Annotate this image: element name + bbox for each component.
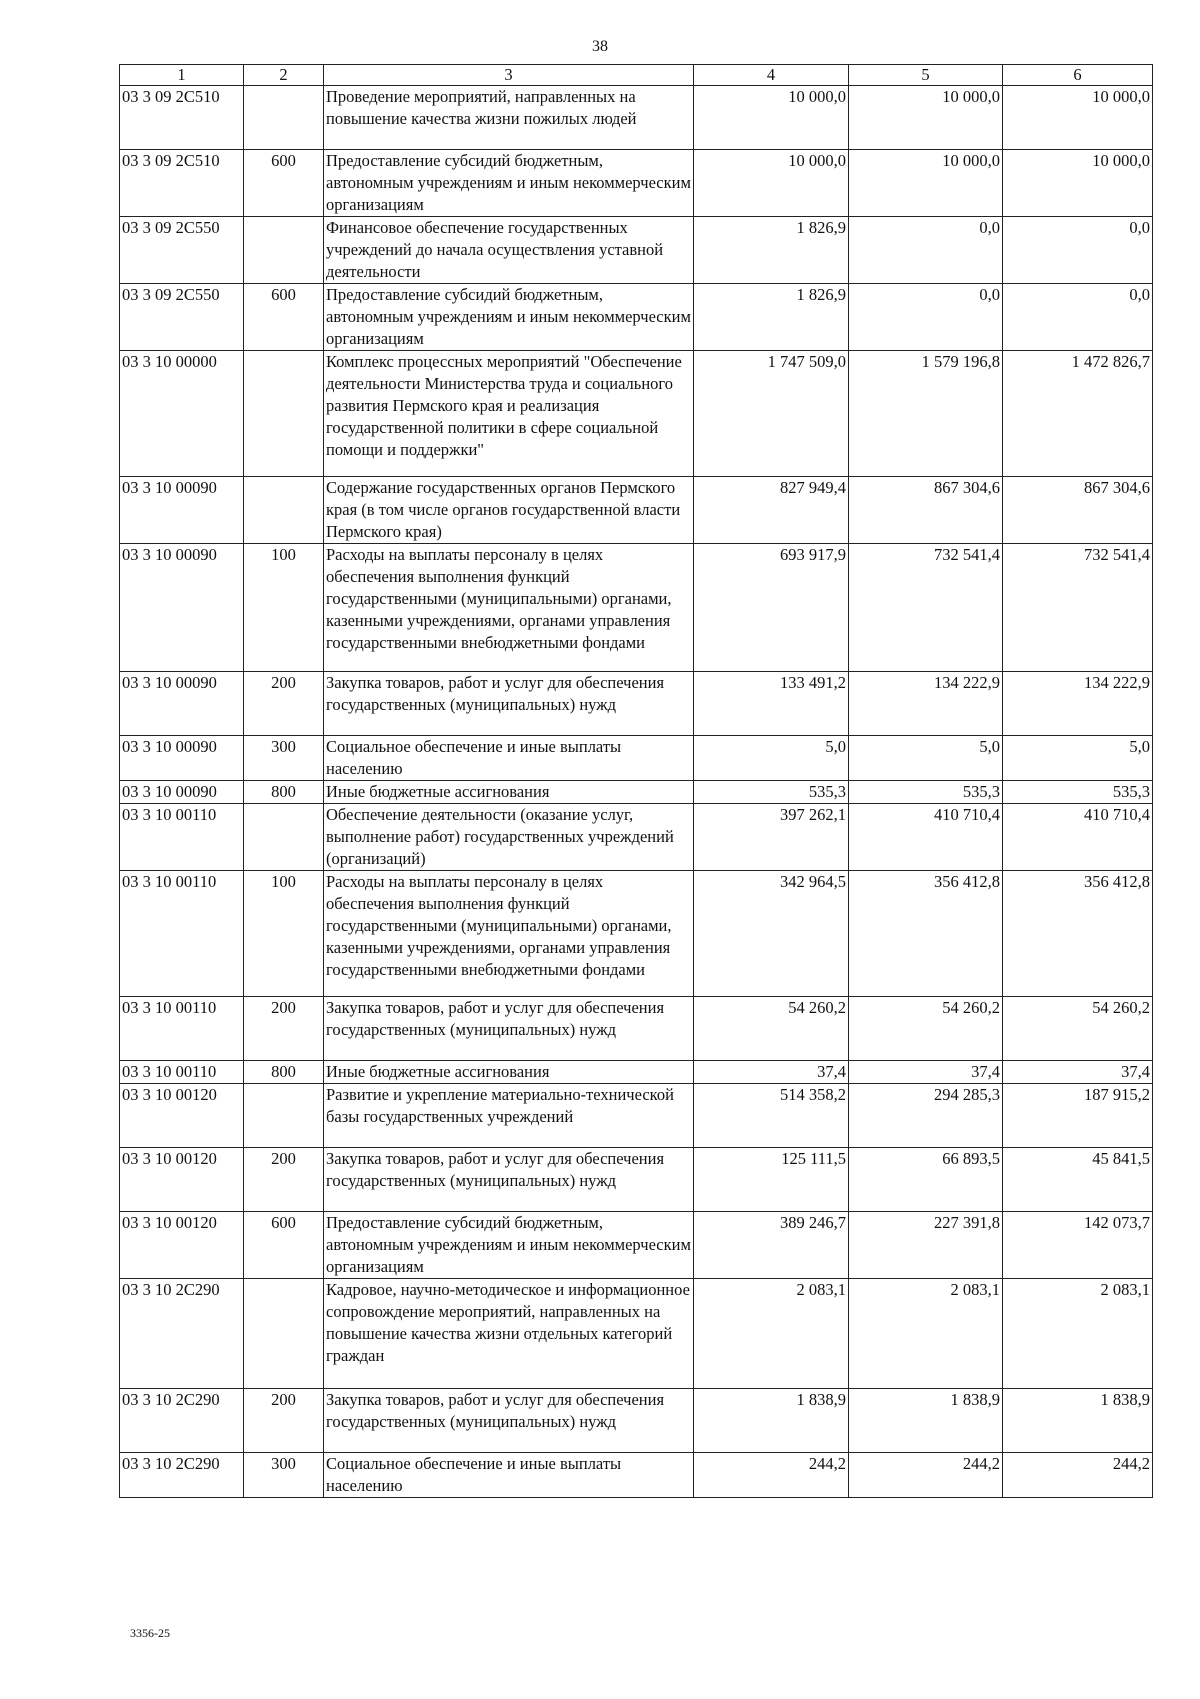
row-code-cell: 03 3 10 00090 <box>120 477 244 544</box>
row-code-cell: 03 3 10 00120 <box>120 1084 244 1148</box>
table-row <box>120 284 1153 351</box>
row-value-col4: 693 917,9 <box>694 544 849 672</box>
row-name-cell: Кадровое, научно-методическое и информационное сопровождение мероприятий, направленных на повышение качества жизни отдельных категорий граждан <box>324 1279 694 1389</box>
row-value-col6: 356 412,8 <box>1003 871 1153 997</box>
row-value-col6: 187 915,2 <box>1003 1084 1153 1148</box>
row-value-col5: 244,2 <box>849 1453 1003 1498</box>
row-value-col5: 5,0 <box>849 736 1003 781</box>
row-code-cell: 03 3 09 2С550 <box>120 284 244 351</box>
table-row <box>120 997 1153 1061</box>
row-kvr-cell: 600 <box>244 150 324 217</box>
budget-table <box>119 64 1153 1498</box>
row-value-col6: 535,3 <box>1003 781 1153 804</box>
table-row <box>120 86 1153 150</box>
row-value-col5: 10 000,0 <box>849 150 1003 217</box>
row-kvr-cell: 100 <box>244 871 324 997</box>
row-name-cell: Закупка товаров, работ и услуг для обеспечения государственных (муниципальных) нужд <box>324 1148 694 1212</box>
row-kvr-cell: 100 <box>244 544 324 672</box>
row-value-col5: 356 412,8 <box>849 871 1003 997</box>
row-value-col5: 66 893,5 <box>849 1148 1003 1212</box>
table-row <box>120 150 1153 217</box>
row-name-cell: Предоставление субсидий бюджетным, автономным учреждениям и иным некоммерческим организациям <box>324 1212 694 1279</box>
table-row <box>120 781 1153 804</box>
row-value-col6: 45 841,5 <box>1003 1148 1153 1212</box>
row-name-cell: Предоставление субсидий бюджетным, автономным учреждениям и иным некоммерческим организациям <box>324 150 694 217</box>
row-value-col6: 0,0 <box>1003 284 1153 351</box>
row-code-cell: 03 3 10 00110 <box>120 1061 244 1084</box>
row-name-cell: Социальное обеспечение и иные выплаты населению <box>324 736 694 781</box>
row-code-cell: 03 3 09 2С510 <box>120 150 244 217</box>
row-code-cell: 03 3 10 2С290 <box>120 1389 244 1453</box>
table-row <box>120 1279 1153 1389</box>
table-row <box>120 351 1153 477</box>
row-code-cell: 03 3 10 00090 <box>120 736 244 781</box>
row-kvr-cell: 200 <box>244 1148 324 1212</box>
row-code-cell: 03 3 10 2С290 <box>120 1279 244 1389</box>
row-value-col5: 227 391,8 <box>849 1212 1003 1279</box>
row-name-cell: Обеспечение деятельности (оказание услуг, выполнение работ) государственных учреждений (организаций) <box>324 804 694 871</box>
row-code-cell: 03 3 10 2С290 <box>120 1453 244 1498</box>
row-name-cell: Расходы на выплаты персоналу в целях обеспечения выполнения функций государственными (муниципальными) органами, казенными учреждениями, органами управления государственными внебюджетными фондами <box>324 871 694 997</box>
row-value-col6: 134 222,9 <box>1003 672 1153 736</box>
row-kvr-cell <box>244 351 324 477</box>
row-value-col5: 0,0 <box>849 217 1003 284</box>
header-cell: 6 <box>1003 65 1153 86</box>
row-name-cell: Иные бюджетные ассигнования <box>324 781 694 804</box>
row-name-cell: Закупка товаров, работ и услуг для обеспечения государственных (муниципальных) нужд <box>324 672 694 736</box>
row-value-col4: 125 111,5 <box>694 1148 849 1212</box>
row-value-col4: 5,0 <box>694 736 849 781</box>
row-value-col6: 2 083,1 <box>1003 1279 1153 1389</box>
row-name-cell: Иные бюджетные ассигнования <box>324 1061 694 1084</box>
row-code-cell: 03 3 10 00090 <box>120 544 244 672</box>
table-row <box>120 1453 1153 1498</box>
row-name-cell: Проведение мероприятий, направленных на повышение качества жизни пожилых людей <box>324 86 694 150</box>
row-value-col4: 514 358,2 <box>694 1084 849 1148</box>
row-value-col5: 10 000,0 <box>849 86 1003 150</box>
row-value-col5: 134 222,9 <box>849 672 1003 736</box>
row-value-col6: 37,4 <box>1003 1061 1153 1084</box>
row-kvr-cell: 600 <box>244 284 324 351</box>
row-value-col5: 732 541,4 <box>849 544 1003 672</box>
table-row <box>120 1148 1153 1212</box>
row-kvr-cell: 200 <box>244 997 324 1061</box>
row-kvr-cell <box>244 1084 324 1148</box>
table-row <box>120 1061 1153 1084</box>
row-code-cell: 03 3 10 00000 <box>120 351 244 477</box>
header-cell: 5 <box>849 65 1003 86</box>
row-kvr-cell <box>244 217 324 284</box>
table-row <box>120 1084 1153 1148</box>
row-value-col5: 1 838,9 <box>849 1389 1003 1453</box>
row-value-col4: 244,2 <box>694 1453 849 1498</box>
row-value-col4: 37,4 <box>694 1061 849 1084</box>
row-code-cell: 03 3 10 00120 <box>120 1212 244 1279</box>
row-name-cell: Социальное обеспечение и иные выплаты населению <box>324 1453 694 1498</box>
row-value-col6: 1 472 826,7 <box>1003 351 1153 477</box>
row-value-col6: 0,0 <box>1003 217 1153 284</box>
row-kvr-cell: 800 <box>244 1061 324 1084</box>
row-code-cell: 03 3 09 2С550 <box>120 217 244 284</box>
row-value-col6: 244,2 <box>1003 1453 1153 1498</box>
row-name-cell: Развитие и укрепление материально-технической базы государственных учреждений <box>324 1084 694 1148</box>
header-cell: 1 <box>120 65 244 86</box>
table-row <box>120 477 1153 544</box>
row-value-col6: 10 000,0 <box>1003 86 1153 150</box>
row-value-col6: 5,0 <box>1003 736 1153 781</box>
row-value-col4: 1 826,9 <box>694 217 849 284</box>
row-kvr-cell: 200 <box>244 1389 324 1453</box>
table-row <box>120 736 1153 781</box>
row-kvr-cell <box>244 804 324 871</box>
row-value-col5: 37,4 <box>849 1061 1003 1084</box>
row-kvr-cell: 300 <box>244 736 324 781</box>
row-value-col4: 10 000,0 <box>694 150 849 217</box>
row-value-col5: 1 579 196,8 <box>849 351 1003 477</box>
row-value-col6: 10 000,0 <box>1003 150 1153 217</box>
row-code-cell: 03 3 10 00120 <box>120 1148 244 1212</box>
row-value-col5: 410 710,4 <box>849 804 1003 871</box>
row-kvr-cell: 200 <box>244 672 324 736</box>
header-row <box>120 65 1153 86</box>
row-value-col4: 1 747 509,0 <box>694 351 849 477</box>
row-value-col4: 2 083,1 <box>694 1279 849 1389</box>
row-name-cell: Предоставление субсидий бюджетным, автономным учреждениям и иным некоммерческим организациям <box>324 284 694 351</box>
page-number: 38 <box>592 38 608 55</box>
row-code-cell: 03 3 10 00090 <box>120 781 244 804</box>
row-kvr-cell: 800 <box>244 781 324 804</box>
row-value-col5: 535,3 <box>849 781 1003 804</box>
row-name-cell: Финансовое обеспечение государственных учреждений до начала осуществления уставной деятельности <box>324 217 694 284</box>
row-value-col4: 133 491,2 <box>694 672 849 736</box>
row-value-col5: 867 304,6 <box>849 477 1003 544</box>
row-code-cell: 03 3 10 00110 <box>120 997 244 1061</box>
row-code-cell: 03 3 09 2С510 <box>120 86 244 150</box>
row-value-col4: 1 826,9 <box>694 284 849 351</box>
table-row <box>120 1389 1153 1453</box>
header-cell: 4 <box>694 65 849 86</box>
row-kvr-cell: 600 <box>244 1212 324 1279</box>
row-value-col5: 2 083,1 <box>849 1279 1003 1389</box>
row-value-col6: 1 838,9 <box>1003 1389 1153 1453</box>
row-kvr-cell <box>244 86 324 150</box>
header-cell: 2 <box>244 65 324 86</box>
row-code-cell: 03 3 10 00110 <box>120 871 244 997</box>
row-value-col4: 10 000,0 <box>694 86 849 150</box>
row-value-col4: 535,3 <box>694 781 849 804</box>
row-value-col5: 54 260,2 <box>849 997 1003 1061</box>
row-value-col4: 389 246,7 <box>694 1212 849 1279</box>
row-kvr-cell: 300 <box>244 1453 324 1498</box>
row-value-col5: 294 285,3 <box>849 1084 1003 1148</box>
table-row <box>120 1212 1153 1279</box>
header-cell: 3 <box>324 65 694 86</box>
row-value-col4: 342 964,5 <box>694 871 849 997</box>
row-value-col6: 410 710,4 <box>1003 804 1153 871</box>
table-row <box>120 672 1153 736</box>
row-name-cell: Закупка товаров, работ и услуг для обеспечения государственных (муниципальных) нужд <box>324 1389 694 1453</box>
document-code: 3356-25 <box>130 1626 170 1640</box>
table-row <box>120 217 1153 284</box>
row-value-col4: 397 262,1 <box>694 804 849 871</box>
row-kvr-cell <box>244 1279 324 1389</box>
row-name-cell: Расходы на выплаты персоналу в целях обеспечения выполнения функций государственными (муниципальными) органами, казенными учреждениями, органами управления государственными внебюджетными фондами <box>324 544 694 672</box>
row-code-cell: 03 3 10 00110 <box>120 804 244 871</box>
row-name-cell: Комплекс процессных мероприятий "Обеспечение деятельности Министерства труда и социального развития Пермского края и реализация государственной политики в сфере социальной помощи и поддержки" <box>324 351 694 477</box>
row-value-col5: 0,0 <box>849 284 1003 351</box>
table-row <box>120 544 1153 672</box>
row-value-col4: 1 838,9 <box>694 1389 849 1453</box>
row-kvr-cell <box>244 477 324 544</box>
row-value-col6: 732 541,4 <box>1003 544 1153 672</box>
row-name-cell: Содержание государственных органов Пермского края (в том числе органов государственной власти Пермского края) <box>324 477 694 544</box>
table-row <box>120 871 1153 997</box>
table-row <box>120 804 1153 871</box>
row-value-col4: 827 949,4 <box>694 477 849 544</box>
row-name-cell: Закупка товаров, работ и услуг для обеспечения государственных (муниципальных) нужд <box>324 997 694 1061</box>
row-value-col4: 54 260,2 <box>694 997 849 1061</box>
row-value-col6: 142 073,7 <box>1003 1212 1153 1279</box>
row-value-col6: 54 260,2 <box>1003 997 1153 1061</box>
row-value-col6: 867 304,6 <box>1003 477 1153 544</box>
row-code-cell: 03 3 10 00090 <box>120 672 244 736</box>
